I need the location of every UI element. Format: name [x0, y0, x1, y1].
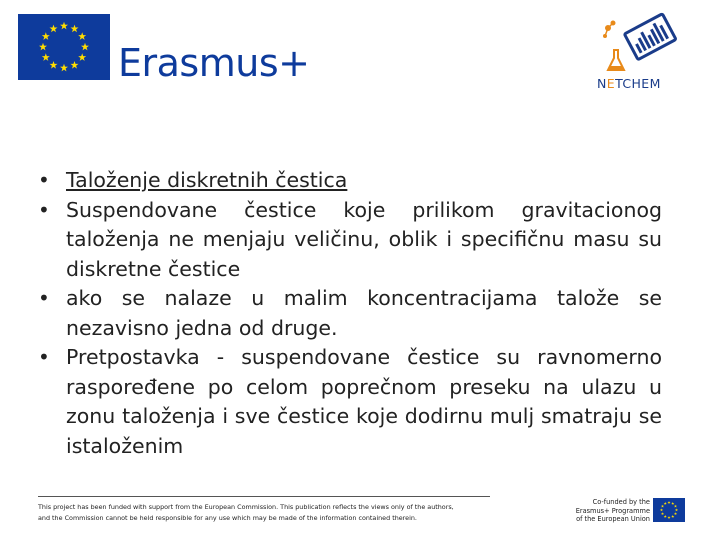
bullet-text: ako se nalaze u malim koncentracijama talože se nezavisno jedna od druge.	[66, 286, 662, 340]
eu-flag-small-icon	[653, 498, 685, 522]
netchem-text-e: E	[606, 76, 616, 91]
bullet-text: Taloženje diskretnih čestica	[66, 168, 348, 192]
eu-star-icon	[78, 53, 86, 61]
eu-star-icon	[42, 32, 50, 40]
disclaimer-line: This project has been funded with support from the European Commission. This publication reflects the views only of the authors,	[38, 503, 454, 511]
bullet-item	[38, 166, 662, 196]
eu-flag-icon	[18, 14, 110, 80]
eu-star-icon	[39, 43, 47, 51]
bullet-list	[38, 166, 662, 461]
footer-divider	[38, 496, 490, 497]
bullet-text: Suspendovane čestice koje prilikom gravitacionog taloženja ne menjaju veličinu, oblik i specifičnu masu su diskretne čestice	[66, 197, 662, 281]
eu-star-icon	[50, 61, 58, 69]
bullet-item	[38, 343, 662, 461]
eu-star-icon	[660, 508, 663, 511]
cofunded-line: of the European Union	[576, 515, 650, 524]
eu-star-icon	[81, 43, 89, 51]
eu-star-icon	[667, 516, 670, 519]
footer-disclaimer	[38, 502, 508, 523]
eu-star-icon	[674, 512, 677, 515]
cofunded-line: Erasmus+ Programme	[575, 506, 650, 515]
bullet-item	[38, 196, 662, 285]
eu-star-icon	[664, 502, 667, 505]
disclaimer-line: and the Commission cannot be held responsible for any use which may be made of the information contained therein.	[38, 513, 417, 522]
eu-star-icon	[671, 502, 674, 505]
bullet-text: Pretpostavka - suspendovane čestice su ravnomerno raspoređene po celom poprečnom preseku na ulazu u zonu taloženja i sve čestice koje dodirnu mulj smatraju se istaloženim	[66, 345, 662, 458]
eu-star-icon	[671, 515, 674, 518]
netchem-logo-text	[597, 76, 661, 91]
eu-star-icon	[71, 61, 79, 69]
slide-content	[38, 166, 662, 461]
eu-star-icon	[71, 25, 79, 33]
eu-star-icon	[661, 512, 664, 515]
eu-star-icon	[78, 32, 86, 40]
eu-star-icon	[60, 64, 68, 72]
eu-star-icon	[60, 22, 68, 30]
eu-star-icon	[664, 515, 667, 518]
eu-star-icon	[42, 53, 50, 61]
cofunded-label	[564, 498, 650, 524]
erasmus-plus-logo-text: Erasmus+	[118, 41, 310, 85]
eu-star-icon	[667, 501, 670, 504]
eu-star-icon	[661, 505, 664, 508]
netchem-text-n: N	[597, 76, 607, 91]
eu-star-icon	[675, 508, 678, 511]
cofunded-line: Co-funded by the	[592, 498, 650, 506]
eu-star-icon	[674, 505, 677, 508]
bullet-item	[38, 284, 662, 343]
eu-star-icon	[50, 25, 58, 33]
netchem-text-rest: TCHEM	[615, 76, 661, 91]
